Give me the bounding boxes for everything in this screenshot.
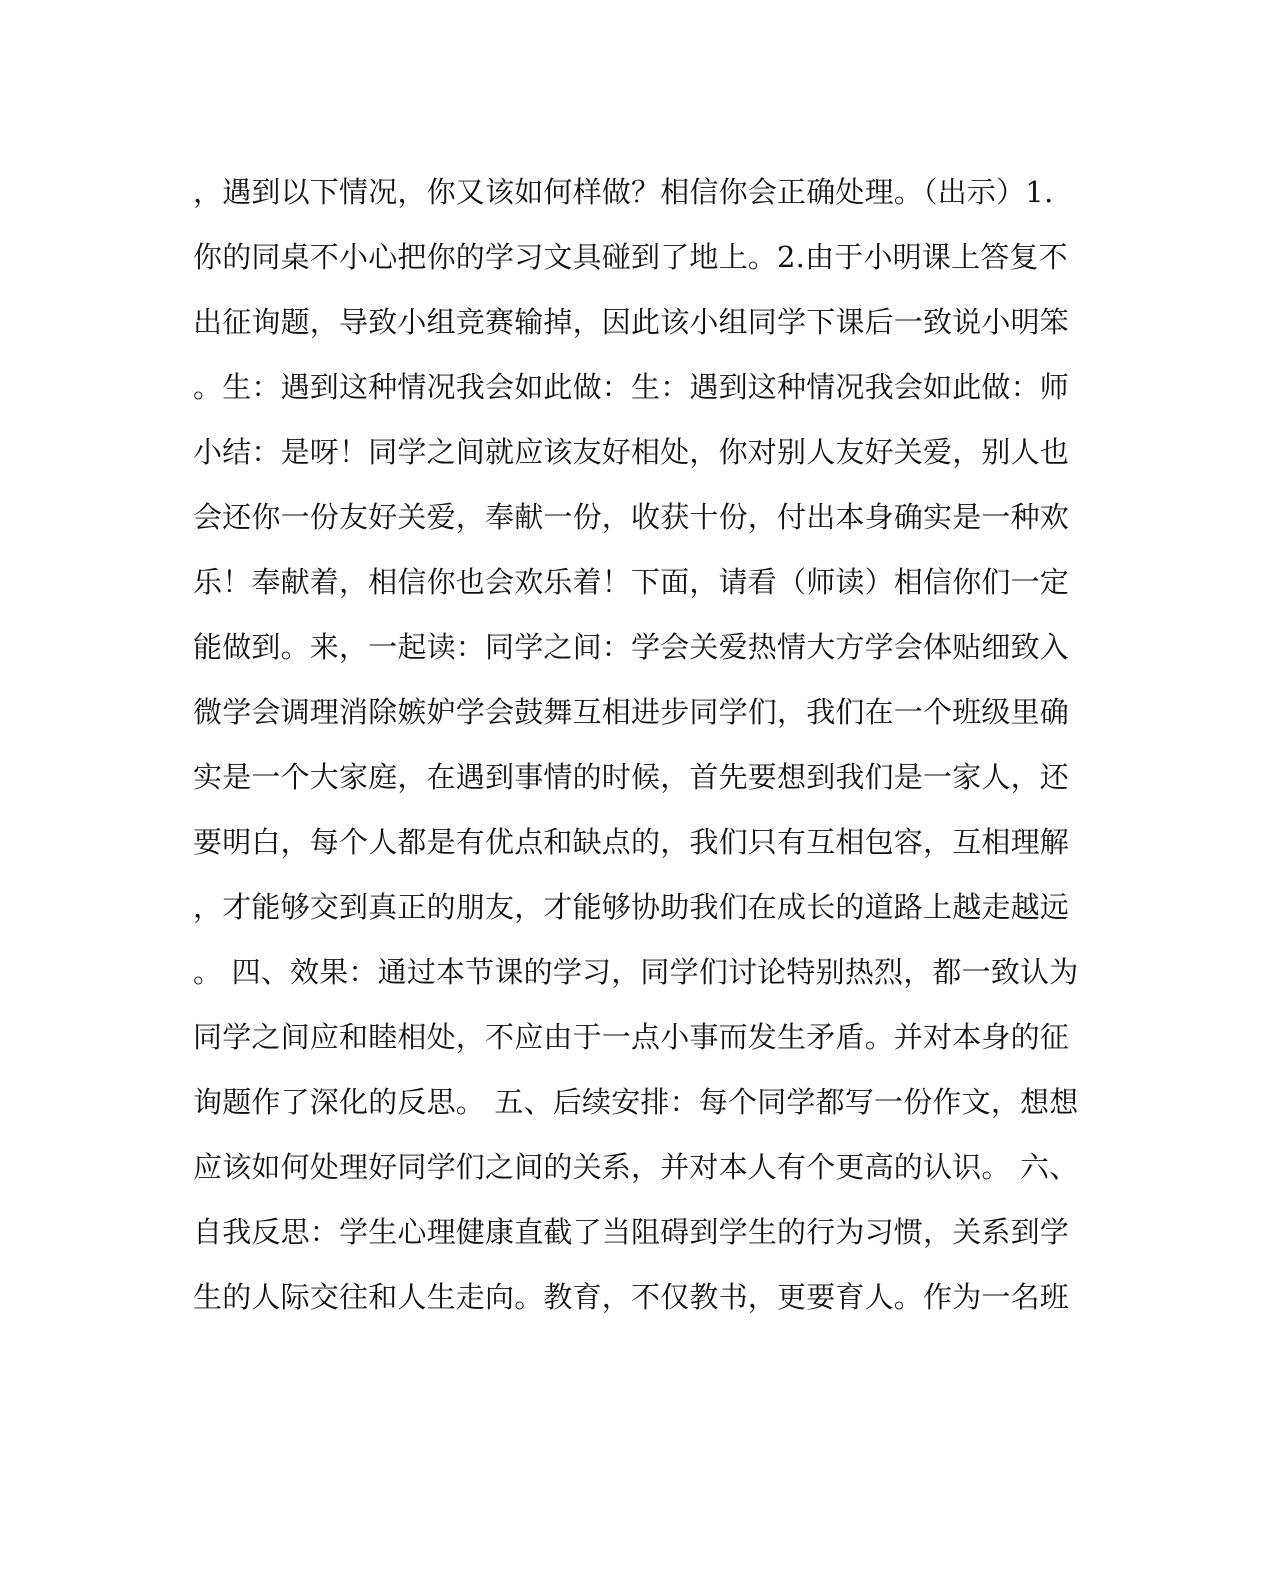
text-line: 会还你一份友好关爱，奉献一份，收获十份，付出本身确实是一种欢 [193,500,1070,534]
text-line: 微学会调理消除嫉妒学会鼓舞互相进步同学们，我们在一个班级里确 [193,695,1070,729]
text-line: 。 四、效果：通过本节课的学习，同学们讨论特别热烈，都一致认为 [193,955,1079,989]
body-text [193,166,1093,1336]
text-line: 同学之间应和睦相处，不应由于一点小事而发生矛盾。并对本身的征 [193,1020,1070,1054]
text-line: 出征询题，导致小组竞赛输掉，因此该小组同学下课后一致说小明笨 [193,305,1070,339]
text-line: 生的人际交往和人生走向。教育，不仅教书，更要育人。作为一名班 [193,1280,1070,1314]
text-line: 小结：是呀！同学之间就应该友好相处，你对别人友好关爱，别人也 [193,435,1070,469]
text-line: 实是一个大家庭，在遇到事情的时候，首先要想到我们是一家人，还 [193,760,1070,794]
text-line: 你的同桌不小心把你的学习文具碰到了地上。2.由于小明课上答复不 [193,240,1068,274]
text-line: 。生：遇到这种情况我会如此做：生：遇到这种情况我会如此做：师 [193,370,1070,404]
text-line: ，才能够交到真正的朋友，才能够协助我们在成长的道路上越走越远 [193,890,1070,924]
text-line: 询题作了深化的反思。 五、后续安排：每个同学都写一份作文，想想 [193,1085,1079,1119]
text-line: 应该如何处理好同学们之间的关系，并对本人有个更高的认识。 六、 [193,1150,1079,1184]
text-line: 自我反思：学生心理健康直截了当阻碍到学生的行为习惯，关系到学 [193,1215,1070,1249]
text-line: 能做到。来，一起读：同学之间：学会关爱热情大方学会体贴细致入 [193,630,1070,664]
text-line: 要明白，每个人都是有优点和缺点的，我们只有互相包容，互相理解 [193,825,1070,859]
text-line: 乐！奉献着，相信你也会欢乐着！下面，请看（师读）相信你们一定 [193,565,1070,599]
text-line: ，遇到以下情况，你又该如何样做？相信你会正确处理。（出示）1. [193,175,1054,209]
